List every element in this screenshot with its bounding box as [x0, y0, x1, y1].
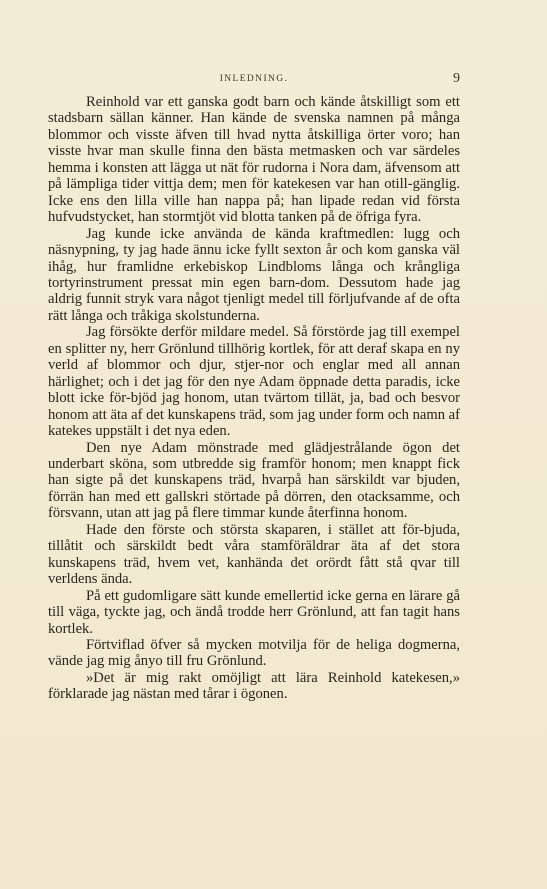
paragraph: Jag försökte derför mildare medel. Så förstörde jag till exempel en splitter ny, herr Grönlund tillhörig kortlek, för att deraf skapa en ny verld af blommor och djur, stjer-nor och englar med all annan härlighet; och i det jag för den nye Adam öppnade detta paradis, icke blott icke för-bjöd jag honom, utan tvärtom tillät, ja, bad och besvor honom att äta af det kunskapens träd, som jag under form och namn af katekes uppstält i det nya eden.	[48, 324, 460, 440]
paragraph: På ett gudomligare sätt kunde emellertid icke gerna en lärare gå till väga, tyckte jag, och ändå trodde herr Grönlund, att fan tagit hans kortlek.	[48, 587, 460, 637]
paragraph: Hade den förste och största skaparen, i stället att för-bjuda, tillåtit och särskildt bedt våra stamföräldrar äta af det stora kunskapens träd, hvem vet, kanhända det orördt fått stå qvar till verldens ända.	[48, 521, 460, 588]
running-head: INLEDNING.	[219, 74, 289, 84]
paragraph: Den nye Adam mönstrade med glädjestrålande ögon det underbart sköna, som utbredde sig framför honom; men knappt fick han sigte på det kunskapens träd, hvarpå han särskildt var bjuden, förrän han med ett gallskri störtade på dörren, den otacksamme, och försvann, utan att jag på flere timmar kunde återfinna honom.	[48, 439, 460, 522]
paragraph: Reinhold var ett ganska godt barn och kände åtskilligt som ett stadsbarn sällan känner. Han kände de svenska namnen på många blommor och visste äfven till hvad nytta åtskilliga örter voro; han visste hvar man skulle finna den bästa metmasken och var särdeles hemma i konsten att lägga ut nät för rudorna i Nora dam, äfvensom att på lämpliga tider vittja dem; men för katekesen var han otill-gänglig. Icke ens den lilla ville han nappa på; han lipade redan vid första hufvudstycket, han stormtjöt vid blotta tanken på de öfriga fyra.	[48, 94, 460, 226]
page-header	[48, 71, 460, 90]
paragraph: Jag kunde icke använda de kända kraftmedlen: lugg och näsnypning, ty jag hade ännu icke fyllt sexton år och kom ganska väl ihåg, hur framlidne erkebiskop Lindbloms långa och krångliga tortyrinstrument pressat min egen barn-dom. Dessutom hade jag aldrig funnit stryk vara något tjenligt medel till förljufvande af de ofta rätt långa och tråkiga skolstunderna.	[48, 225, 460, 324]
paragraph: »Det är mig rakt omöjligt att lära Reinhold katekesen,» förklarade jag nästan med tårar i ögonen.	[48, 669, 460, 703]
paragraph: Förtviflad öfver så mycken motvilja för de heliga dogmerna, vände jag mig ånyo till fru Grönlund.	[48, 636, 460, 670]
page-number: 9	[453, 71, 460, 86]
body-text	[48, 94, 460, 703]
